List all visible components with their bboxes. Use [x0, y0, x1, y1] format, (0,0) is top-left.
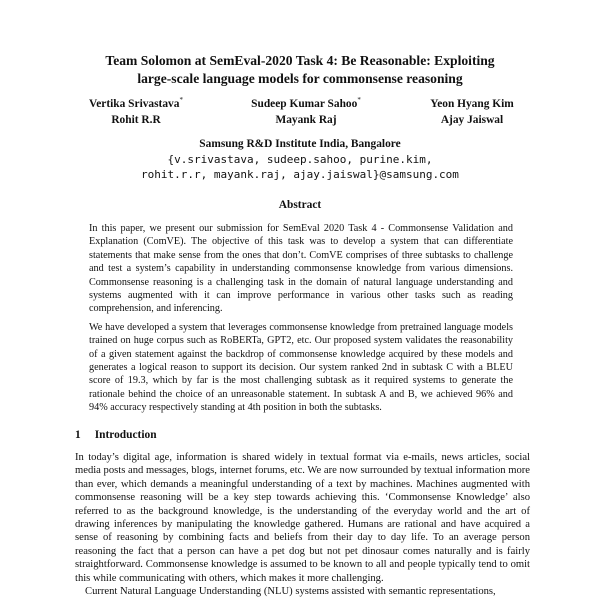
- abstract-paragraph-1: In this paper, we present our submission for SemEval 2020 Task 4 - Commonsense Validation and Explanation (ComVE). The objective of this task was to develop a system that can differentiate statements that make sense from the ones that don’t. ComVE comprises of three subtasks to challenge and test a system’s capability in understanding commonsense knowledge from various dimensions. Commonsense reasoning is a challenging task in the domain of natural language understanding and systems augmented with it can improve performance in various other tasks such as reading comprehension, and inferencing.: [89, 223, 513, 315]
- paper-title: [60, 52, 540, 88]
- author-row-1: [70, 96, 530, 112]
- abstract-body: [89, 222, 513, 415]
- intro-paragraph-2: Current Natural Language Understanding (NLU) systems assisted with semantic representations,: [85, 586, 496, 598]
- institution: Samsung R&D Institute India, Bangalore: [199, 138, 401, 150]
- section-title: Introduction: [94, 429, 157, 441]
- email-line-1: {v.srivastava, sudeep.sahoo, purine.kim,: [167, 153, 433, 166]
- title-line-2: large-scale language models for commonsense reasoning: [137, 71, 463, 86]
- author-name: Yeon Hyang Kim: [430, 97, 514, 110]
- author-block: [70, 96, 530, 128]
- author-name: Rohit R.R: [111, 113, 161, 126]
- abstract-heading: Abstract: [278, 199, 322, 211]
- author-name: Sudeep Kumar Sahoo*: [251, 96, 361, 110]
- abstract-paragraph-2: We have developed a system that leverages commonsense knowledge from pretrained language models trained on huge corpus such as RoBERTa, GPT2, etc. Our proposed system validates the reasonability of a given statement against the backdrop of commonsense knowledge acquired by these models and generates a logical reason to support its decision. Our system ranked 2nd in subtask C with a BLEU score of 19.3, which by far is the most challenging subtask as it required systems to generate the rationale behind the choice of an unreasonable statement. In subtask A and B, we achieved 96% and 94% accuracy respectively standing at 4th position in both the subtasks.: [89, 321, 513, 414]
- section-heading-introduction: [75, 429, 157, 441]
- author-name: Vertika Srivastava*: [89, 96, 183, 110]
- author-name: Mayank Raj: [275, 113, 337, 126]
- title-line-1: Team Solomon at SemEval-2020 Task 4: Be Reasonable: Exploiting: [105, 53, 495, 68]
- intro-paragraph-1: In today’s digital age, information is shared widely in textual format via e-mails, news articles, social media posts and messages, blogs, internet forums, etc. We are now surrounded by textual information more than ever, which demands a meaningful understanding of a text by machines. Machines augmented with commonsense reasoning will be a key step towards achieving this. ‘Commonsense Knowledge’ also referred to as the background knowledge, is the understanding of the everyday world and the art of drawing inferences by manipulating the knowledge gathered. Humans are rational and have acquired a sense of reasoning by combining facts and beliefs from their day to day life. To an average person reasoning the fact that a person can have a pet dog but not pet dinosaur comes naturally and is fairly straightforward. Commonsense knowledge is assumed to be known to all and people typically tend to omit this while communicating with others, which makes it more challenging.: [75, 452, 530, 584]
- author-row-2: [70, 112, 530, 128]
- email-line-2: rohit.r.r, mayank.raj, ajay.jaiswal}@samsung.com: [141, 168, 459, 181]
- author-emails: [60, 152, 540, 182]
- section-number: 1: [75, 429, 81, 441]
- author-name: Ajay Jaiswal: [440, 113, 504, 126]
- introduction-body: [75, 451, 530, 598]
